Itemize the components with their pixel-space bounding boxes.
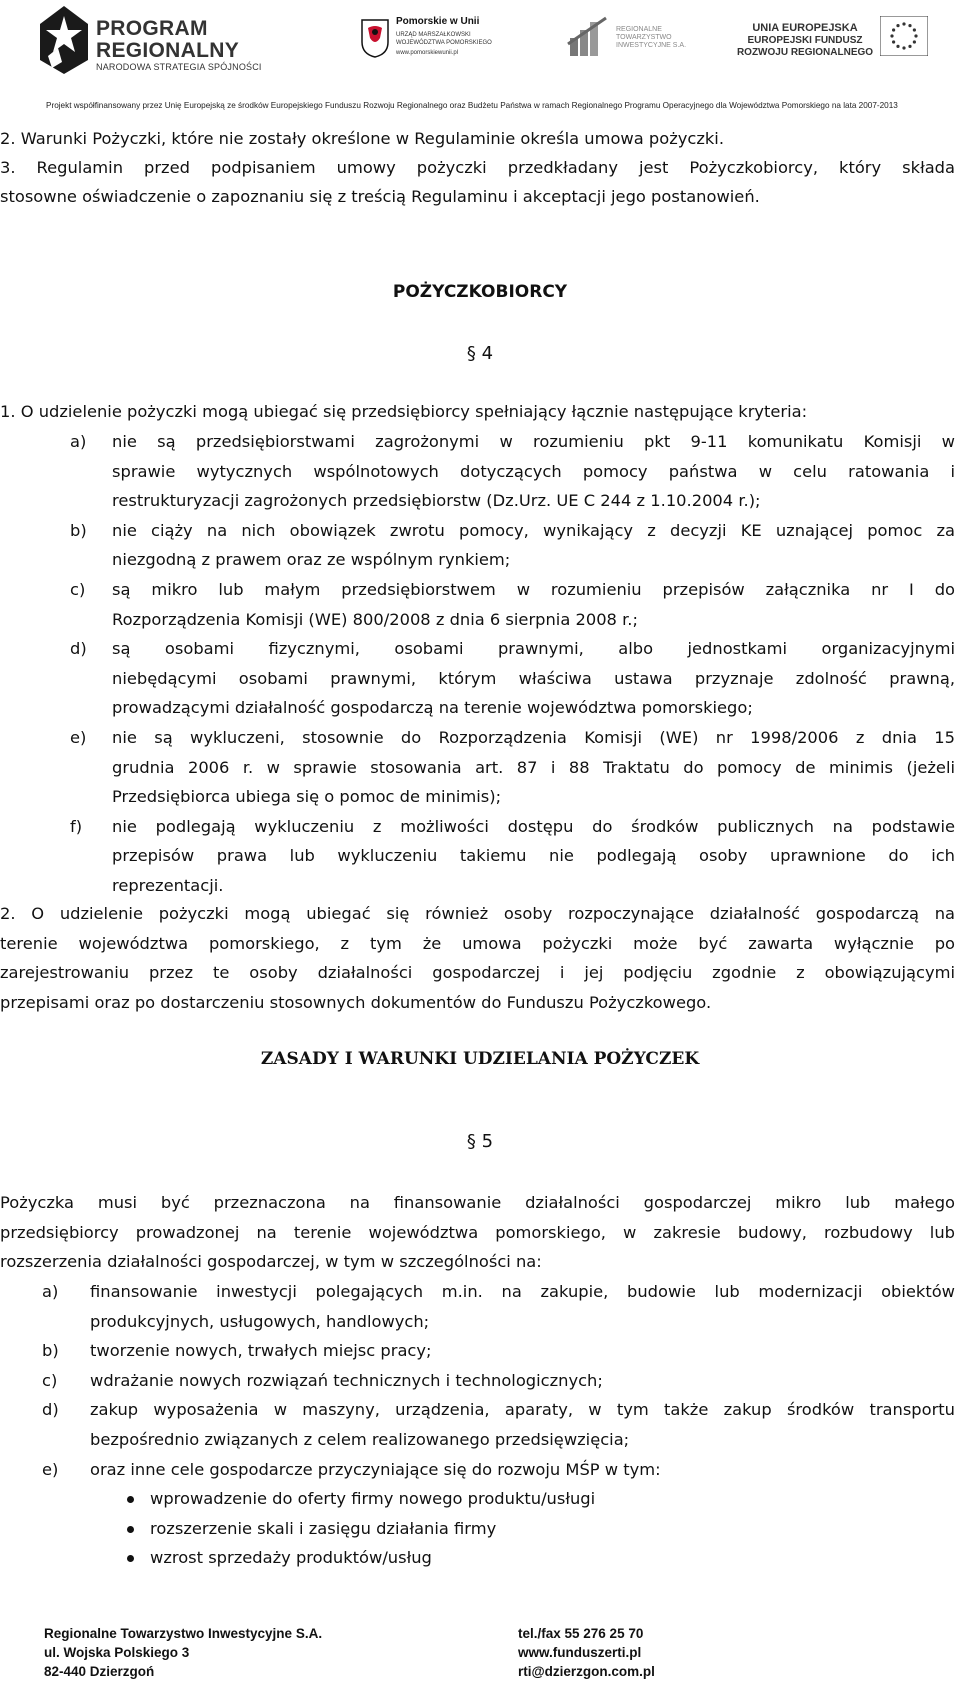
section5-intro-line: przedsiębiorcy prowadzonej na terenie województwa pomorskiego, w zakresie budowy, rozbudowy lub (0, 1222, 955, 1242)
pomorskie-line2: WOJEWÓDZTWA POMORSKIEGO (396, 40, 492, 46)
purpose-line: oraz inne cele gospodarcze przyczyniające się do rozwoju MŚP w tym: (90, 1459, 661, 1479)
footer-phone: tel./fax 55 276 25 70 (518, 1626, 644, 1641)
bullet-item: wzrost sprzedaży produktów/usług (150, 1548, 432, 1568)
program-regionalny-logo (38, 4, 288, 76)
regulation-point-2: 2. Warunki Pożyczki, które nie zostały określone w Regulaminie określa umowa pożyczki. (0, 129, 724, 148)
purpose-marker: d) (42, 1400, 59, 1420)
eu-flag-icon (880, 16, 928, 56)
page-header (0, 0, 960, 116)
rti-line3: INWESTYCYJNE S.A. (616, 42, 687, 49)
criterion-line: niebędącymi osobami prawnymi, którym właściwa ustawa przyznaje zdolność prawną, (112, 668, 955, 688)
section4-point-1: 1. O udzielenie pożyczki mogą ubiegać się przedsiębiorcy spełniający łącznie następujące kryteria: (0, 402, 808, 421)
section-heading-pozyczkobiorcy: POŻYCZKOBIORCY (392, 282, 568, 302)
purpose-line: produkcyjnych, usługowych, handlowych; (90, 1311, 430, 1331)
criterion-line: restrukturyzacji zagrożonych przedsiębiorstw (Dz.Urz. UE C 244 z 1.10.2004 r.); (112, 491, 761, 511)
criterion-line: niezgodną z prawem oraz ze wspólnym rynkiem; (112, 550, 511, 570)
footer-street: ul. Wojska Polskiego 3 (44, 1645, 190, 1660)
bullet-dot-icon (127, 1526, 134, 1533)
bullet-item: rozszerzenie skali i zasięgu działania firmy (150, 1518, 497, 1538)
purpose-marker: a) (42, 1282, 59, 1301)
criterion-line: są mikro lub małym przedsiębiorstwem w rozumieniu przepisów załącznika nr I do (112, 580, 955, 599)
rti-line1: REGIONALNE (616, 26, 662, 33)
section4-point-2-line: terenie województwa pomorskiego, z tym że umowa pożyczki może być zawarta wyłącznie po (0, 933, 955, 953)
eu-line2: EUROPEJSKI FUNDUSZ (747, 35, 863, 46)
eu-wordmark (736, 22, 874, 59)
footer-contact (518, 1624, 655, 1681)
criterion-marker: b) (70, 520, 87, 540)
griffin-crest-icon (360, 18, 390, 58)
rti-line2: TOWARZYSTWO (616, 34, 672, 41)
rti-mark-icon (566, 14, 610, 60)
pomorskie-w-unii-logo (360, 14, 492, 66)
criterion-line: nie podlegają wykluczeniu z możliwości dostępu do środków publicznych na podstawie (112, 816, 955, 836)
purpose-line: wdrażanie nowych rozwiązań technicznych i technologicznych; (90, 1370, 603, 1390)
footer-company-address (44, 1624, 322, 1681)
program-subtitle: NARODOWA STRATEGIA SPÓJNOŚCI (96, 62, 262, 72)
program-regionalny-wordmark (96, 18, 239, 62)
purpose-marker: e) (42, 1459, 59, 1479)
footer-city: 82-440 Dzierzgoń (44, 1664, 155, 1679)
section5-intro-line: rozszerzenia działalności gospodarczej, w tym w szczególności na: (0, 1252, 542, 1272)
eu-line1: UNIA EUROPEJSKA (752, 22, 858, 34)
criterion-marker: d) (70, 639, 87, 659)
section5-intro-line: Pożyczka musi być przeznaczona na finansowanie działalności gospodarczej mikro lub małego (0, 1193, 955, 1212)
regulation-point-3-line1: 3. Regulamin przed podpisaniem umowy pożyczki przedkładany jest Pożyczkobiorcy, który składa (0, 158, 955, 177)
criterion-line: Przedsiębiorca ubiega się o pomoc de minimis); (112, 787, 502, 807)
cofinancing-note: Projekt współfinansowany przez Unię Europejską ze środków Europejskiego Funduszu Rozwoju Regionalnego oraz Budżetu Państwa w ramach Regionalnego Programu Operacyjnego dla Województwa Pomorskiego na lata 2007-2013 (46, 101, 898, 110)
section4-point-2-line: 2. O udzielenie pożyczki mogą ubiegać się również osoby rozpoczynające działalność gospodarczą na (0, 904, 955, 923)
purpose-marker: b) (42, 1341, 59, 1361)
bullet-dot-icon (127, 1555, 134, 1562)
program-line1: PROGRAM (96, 17, 208, 40)
purpose-line: finansowanie inwestycji polegających m.in. na zakupie, budowie lub modernizacji obiektów (90, 1282, 955, 1301)
eu-line3: ROZWOJU REGIONALNEGO (736, 47, 874, 58)
bullet-dot-icon (127, 1496, 134, 1503)
purpose-marker: c) (42, 1370, 58, 1390)
criterion-line: są osobami fizycznymi, osobami prawnymi, albo jednostkami organizacyjnymi (112, 639, 955, 659)
criterion-line: nie ciąży na nich obowiązek zwrotu pomocy, wynikający z decyzji KE uznającej pomoc za (112, 520, 955, 540)
pomorskie-title: Pomorskie w Unii (396, 16, 480, 27)
footer-website: www.funduszerti.pl (518, 1645, 642, 1660)
section4-point-2-line: zarejestrowaniu przez te osoby działalności gospodarczej i jej podjęciu zgodnie z obowiązującymi (0, 963, 955, 983)
criterion-line: reprezentacji. (112, 876, 224, 895)
criterion-line: prowadzącymi działalność gospodarczą na terenie województwa pomorskiego; (112, 698, 753, 718)
purpose-line: tworzenie nowych, trwałych miejsc pracy; (90, 1341, 432, 1361)
pomorskie-url: www.pomorskiewunii.pl (396, 50, 459, 56)
footer-email: rti@dzierzgon.com.pl (518, 1664, 655, 1679)
rti-logo (566, 12, 686, 64)
criterion-line: Rozporządzenia Komisji (WE) 800/2008 z dnia 6 sierpnia 2008 r.; (112, 609, 638, 629)
purpose-line: zakup wyposażenia w maszyny, urządzenia, aparaty, w tym także zakup środków transportu (90, 1400, 955, 1420)
criterion-marker: c) (70, 580, 86, 599)
section-heading-zasady: ZASADY I WARUNKI UDZIELANIA POŻYCZEK (260, 1049, 700, 1069)
paragraph-sign-5: § 5 (466, 1131, 494, 1152)
criterion-line: grudnia 2006 r. w sprawie stosowania art. 87 i 88 Traktatu do pomocy de minimis (jeżeli (112, 757, 955, 777)
eu-erdf-logo (736, 16, 936, 64)
paragraph-sign-4: § 4 (466, 343, 494, 364)
section4-point-2-line: przepisami oraz po dostarczeniu stosownych dokumentów do Funduszu Pożyczkowego. (0, 992, 712, 1012)
footer-company-name: Regionalne Towarzystwo Inwestycyjne S.A. (44, 1626, 323, 1641)
criterion-marker: e) (70, 728, 87, 747)
pomorskie-line1: URZĄD MARSZAŁKOWSKI (396, 32, 471, 38)
purpose-line: bezpośrednio związanych z celem realizowanego przedsięwzięcia; (90, 1430, 630, 1449)
program-line2: REGIONALNY (96, 39, 240, 62)
criterion-line: przepisów prawa lub wykluczeniu takiemu nie podlegają osoby uprawnione do ich (112, 846, 955, 866)
criterion-marker: a) (70, 432, 87, 451)
bullet-item: wprowadzenie do oferty firmy nowego produktu/usługi (150, 1489, 596, 1508)
criterion-line: nie są przedsiębiorstwami zagrożonymi w rozumieniu pkt 9-11 komunikatu Komisji w (112, 432, 955, 451)
program-regionalny-mark-icon (38, 4, 90, 76)
regulation-point-3-line2: stosowne oświadczenie o zapoznaniu się z treścią Regulaminu i akceptacji jego postanowień. (0, 187, 760, 206)
criterion-line: sprawie wytycznych wspólnotowych dotyczących pomocy państwa w celu ratowania i (112, 461, 955, 481)
rti-wordmark (616, 26, 686, 50)
criterion-marker: f) (70, 816, 83, 836)
criterion-line: nie są wykluczeni, stosownie do Rozporządzenia Komisji (WE) nr 1998/2006 z dnia 15 (112, 728, 955, 747)
